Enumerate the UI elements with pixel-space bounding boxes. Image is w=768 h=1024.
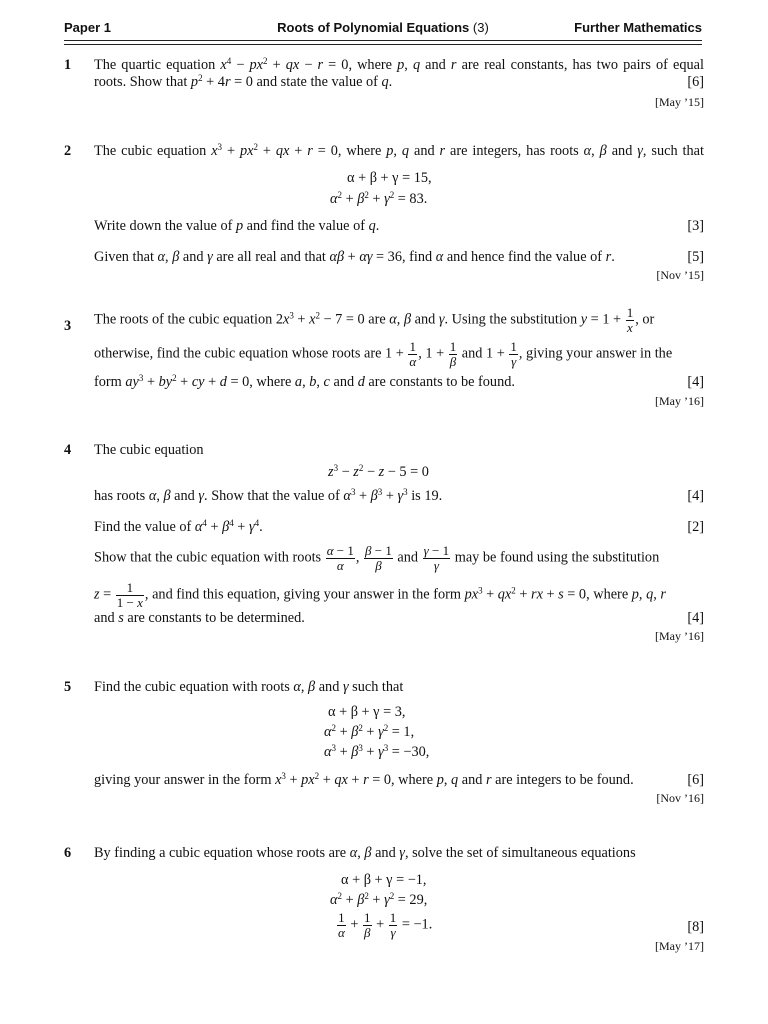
equation: α + β + γ = 3,: [328, 704, 406, 720]
equation: α + β + γ = 15,: [347, 170, 432, 186]
equation: $\alpha^3 + \beta^3 + \gamma^3 = -30$,: [324, 743, 430, 760]
question-number: 3: [64, 318, 72, 334]
mark: [6]: [687, 772, 704, 788]
mark: [8]: [687, 919, 704, 935]
question-text: and s are constants to be determined.: [94, 610, 305, 626]
question-text: Find the cubic equation with roots α, β and γ such that: [94, 679, 404, 695]
question-text: Find the value of $\alpha^4 + \beta^4 + \gamma^4$.: [94, 518, 263, 535]
question-text: z = $\frac{1}{1 - x}$ , and find this equation, giving your answer in the form $px^3 + qx^2$ + rx + s = 0, where p, q, r: [94, 580, 666, 610]
question-text: The cubic equation: [94, 442, 204, 458]
question-text: The cubic equation $x^3 + px^2$ + qx + r = 0, where p, q and r are integers, has roots α, β and γ, such that: [94, 142, 704, 159]
question-number: 5: [64, 679, 72, 695]
paper-label: Paper 1: [64, 20, 111, 35]
question-number: 6: [64, 845, 72, 861]
question-text: By finding a cubic equation whose roots are α, β and γ, solve the set of simultaneous equations: [94, 845, 636, 861]
mark: [4]: [687, 488, 704, 504]
question-text: The quartic equation $x^4 - px^2$ + qx − r = 0, where p, q and r are real constants, has two pairs of equal: [94, 56, 704, 73]
page-header: [64, 20, 702, 40]
question-number: 2: [64, 143, 72, 159]
question-text: Show that the cubic equation with roots $\frac{\alpha - 1}{\alpha}$ , $\frac{\beta - 1}{\beta}$ and $\frac{\gamma - 1}{\gamma}$ may be found using the substitution: [94, 543, 660, 573]
subject-label: Further Mathematics: [574, 20, 702, 35]
source: [Nov ’15]: [656, 268, 704, 282]
source: [May ’16]: [655, 394, 704, 408]
question-text: The roots of the cubic equation $2x^3 + x^2 - 7 = 0$ are α, β and γ. Using the substitution y = 1 + $\frac{1}{x}$ , or: [94, 305, 655, 335]
equation: $z^3 - z^2 - z - 5 = 0$: [328, 463, 429, 480]
question-text: form $ay^3 + by^2$ + cy + d = 0, where a, b, c and d are constants to be found.: [94, 373, 515, 390]
mark: [2]: [687, 519, 704, 535]
question-number: 4: [64, 442, 72, 458]
source: [May ’16]: [655, 629, 704, 643]
mark: [4]: [687, 610, 704, 626]
question-text: roots. Show that $p^2 + 4r = 0$ and state the value of q.: [94, 73, 393, 90]
question-text: Write down the value of p and find the value of q.: [94, 218, 380, 234]
mark: [3]: [687, 218, 704, 234]
question-text: otherwise, find the cubic equation whose roots are 1 + $\frac{1}{\alpha}$ , 1 + $\frac{1}{\beta}$ and 1 + $\frac{1}{\gamma}$ , giving your answer in the: [94, 339, 673, 369]
question-text: Given that α, β and γ are all real and that αβ + αγ = 36, find α and hence find the value of r.: [94, 249, 615, 265]
question-text: giving your answer in the form $x^3 + px^2$ + qx + r = 0, where p, q and r are integers to be found.: [94, 771, 634, 788]
page-title: Roots of Polynomial Equations (3): [277, 20, 489, 35]
source: [May ’17]: [655, 939, 704, 953]
equation: $\alpha^2 + \beta^2 + \gamma^2 = 1$,: [324, 723, 415, 740]
mark: [6]: [687, 74, 704, 90]
equation: $\alpha^2 + \beta^2 + \gamma^2 = 29$,: [330, 891, 428, 908]
source: [Nov ’16]: [656, 791, 704, 805]
header-rule-top: [64, 40, 702, 41]
equation: $\frac{1}{\alpha}$ + $\frac{1}{\beta}$ + $\frac{1}{\gamma}$ = −1.: [338, 910, 433, 940]
question-number: 1: [64, 57, 72, 73]
header-rule-bottom: [64, 44, 702, 45]
mark: [4]: [687, 374, 704, 390]
equation: α + β + γ = −1,: [341, 872, 427, 888]
source: [May ’15]: [655, 95, 704, 109]
mark: [5]: [687, 249, 704, 265]
equation: $\alpha^2 + \beta^2 + \gamma^2 = 83$.: [330, 190, 428, 207]
question-text: has roots α, β and γ. Show that the value of $\alpha^3 + \beta^3 + \gamma^3$ is 19.: [94, 487, 443, 504]
